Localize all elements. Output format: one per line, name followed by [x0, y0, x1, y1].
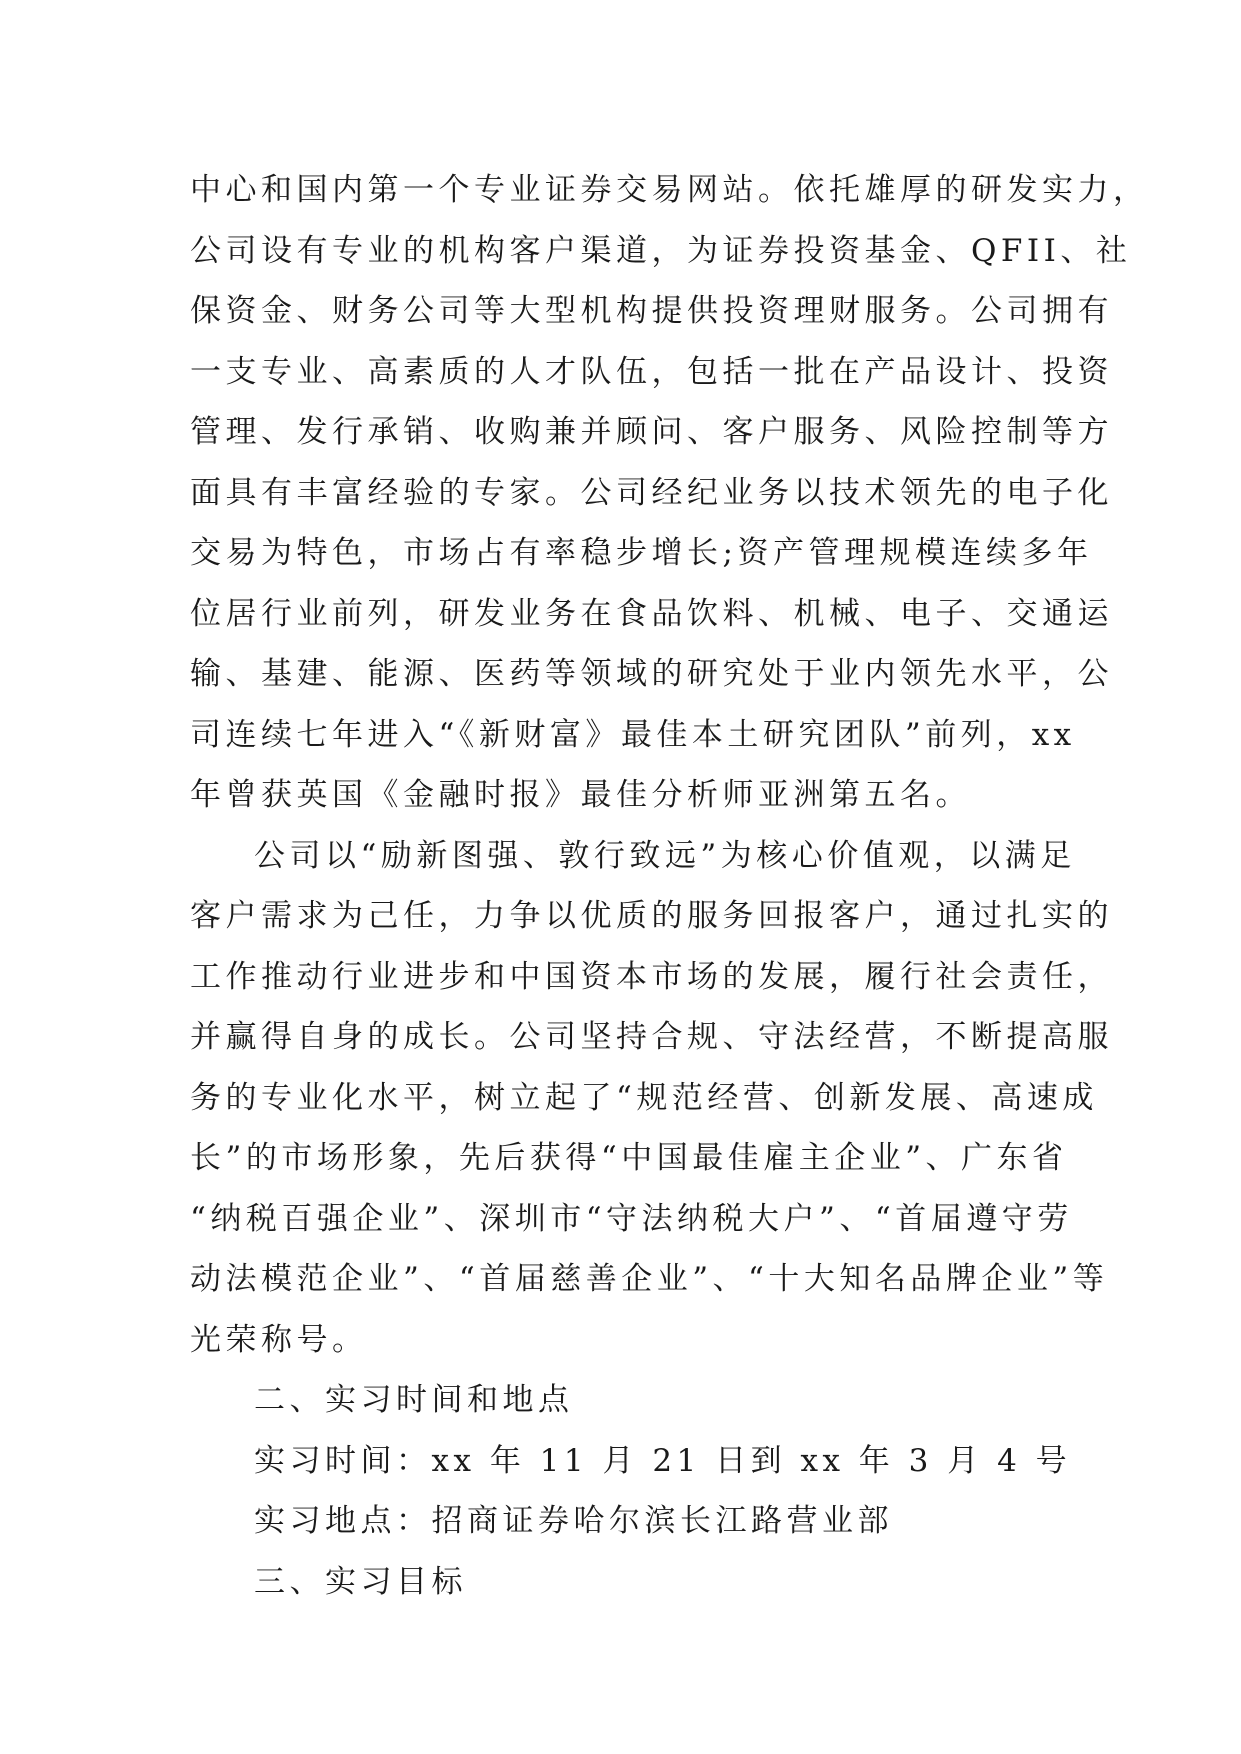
internship-location: 实习地点：招商证券哈尔滨长江路营业部 — [254, 1503, 893, 1539]
body-text — [190, 160, 1149, 1612]
text-line: 并赢得自身的成长。公司坚持合规、守法经营，不断提高服 — [190, 1019, 1113, 1055]
text-line: 客户需求为己任，力争以优质的服务回报客户，通过扎实的 — [190, 898, 1113, 934]
text-line: 管理、发行承销、收购兼并顾问、客户服务、风险控制等方 — [190, 414, 1113, 450]
section-heading: 二、实习时间和地点 — [254, 1382, 574, 1418]
text-line: 司连续七年进入“《新财富》最佳本土研究团队”前列，xx — [190, 716, 1076, 753]
text-line: 务的专业化水平，树立起了“规范经营、创新发展、高速成 — [190, 1079, 1098, 1116]
text-line: 输、基建、能源、医药等领域的研究处于业内领先水平，公 — [190, 656, 1113, 692]
text-line: 动法模范企业”、“首届慈善企业”、“十大知名品牌企业”等 — [190, 1261, 1109, 1297]
section-heading: 三、实习目标 — [254, 1563, 467, 1600]
text-line: 交易为特色，市场占有率稳步增长;资产管理规模连续多年 — [190, 535, 1093, 571]
text-line: 中心和国内第一个专业证券交易网站。依托雄厚的研发实力， — [190, 172, 1149, 208]
text-line: 位居行业前列，研发业务在食品饮料、机械、电子、交通运 — [190, 595, 1113, 632]
text-line: 年曾获英国《金融时报》最佳分析师亚洲第五名。 — [190, 777, 971, 813]
text-line: 面具有丰富经验的专家。公司经纪业务以技术领先的电子化 — [190, 474, 1113, 511]
text-line: 光荣称号。 — [190, 1321, 368, 1358]
text-line: 长”的市场形象，先后获得“中国最佳雇主企业”、广东省 — [190, 1140, 1068, 1176]
text-line: “纳税百强企业”、深圳市“守法纳税大户”、“首届遵守劳 — [190, 1200, 1073, 1237]
paragraph-start-line: 公司以“励新图强、敦行致远”为核心价值观，以满足 — [254, 837, 1076, 874]
text-line: 公司设有专业的机构客户渠道，为证券投资基金、QFII、社 — [190, 232, 1132, 269]
internship-time: 实习时间：xx 年 11 月 21 日到 xx 年 3 月 4 号 — [254, 1442, 1072, 1479]
text-line: 工作推动行业进步和中国资本市场的发展，履行社会责任， — [190, 958, 1113, 995]
text-line: 保资金、财务公司等大型机构提供投资理财服务。公司拥有 — [190, 293, 1113, 329]
text-line: 一支专业、高素质的人才队伍，包括一批在产品设计、投资 — [190, 353, 1113, 390]
